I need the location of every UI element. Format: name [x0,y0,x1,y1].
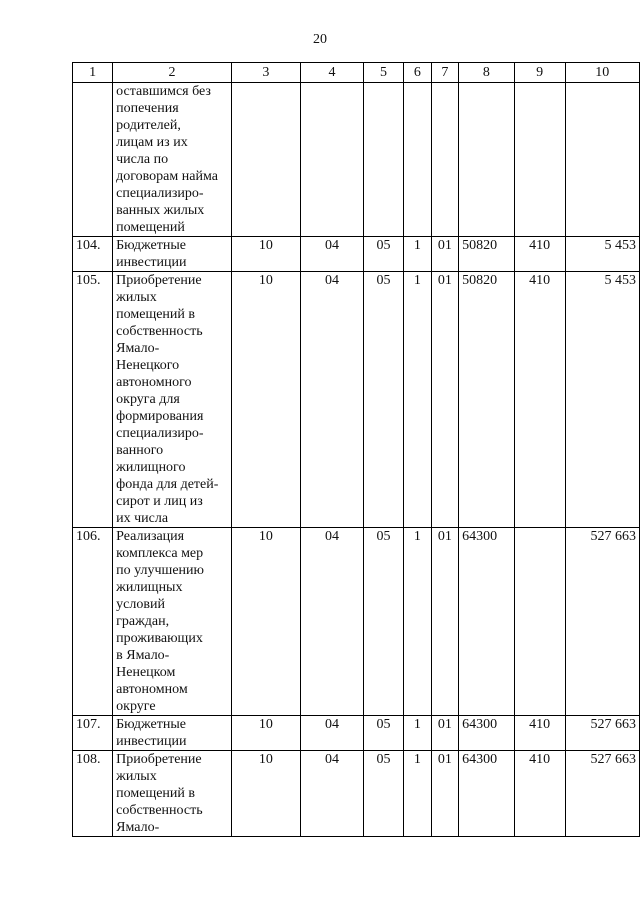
cell-col9 [514,83,565,237]
cell-col5: 05 [363,716,403,751]
row-name: Бюджетные инвестиции [113,237,232,272]
cell-col4 [301,83,364,237]
cell-col4: 04 [301,751,364,837]
cell-col3 [231,83,300,237]
row-name: Приобретение жилых помещений в собственность Ямало- Ненецкого автономного округа для формирования специализиро- ванного жилищного фонда для детей- сирот и лиц из их числа [113,272,232,528]
column-header: 5 [363,63,403,83]
table-row [73,716,640,751]
cell-col7: 01 [431,272,458,528]
cell-col9 [514,528,565,716]
page-number: 20 [313,32,327,47]
row-name: Реализация комплекса мер по улучшению жилищных условий граждан, проживающих в Ямало- Ненецком автономном округе [113,528,232,716]
cell-col8: 64300 [459,716,515,751]
row-number: 107. [73,716,113,751]
column-header: 6 [404,63,432,83]
row-number: 108. [73,751,113,837]
cell-col3: 10 [231,716,300,751]
cell-col8 [459,83,515,237]
table-row [73,83,640,237]
cell-col5: 05 [363,751,403,837]
table-row [73,237,640,272]
row-name: оставшимся без попечения родителей, лицам из их числа по договорам найма специализиро- ванных жилых помещений [113,83,232,237]
cell-col7: 01 [431,716,458,751]
cell-col9: 410 [514,237,565,272]
column-header: 2 [113,63,232,83]
cell-col10: 527 663 [565,716,640,751]
column-header: 10 [565,63,640,83]
cell-col3: 10 [231,751,300,837]
cell-col9: 410 [514,272,565,528]
row-number [73,83,113,237]
cell-col3: 10 [231,237,300,272]
column-header: 8 [459,63,515,83]
cell-col6: 1 [404,237,432,272]
cell-col4: 04 [301,237,364,272]
cell-col5: 05 [363,272,403,528]
column-header: 4 [301,63,364,83]
budget-table [72,62,640,837]
cell-col8: 64300 [459,528,515,716]
row-number: 105. [73,272,113,528]
cell-col10: 5 453 [565,237,640,272]
cell-col6: 1 [404,272,432,528]
cell-col8: 64300 [459,751,515,837]
table-row [73,528,640,716]
cell-col7: 01 [431,528,458,716]
cell-col7: 01 [431,237,458,272]
cell-col6: 1 [404,528,432,716]
cell-col4: 04 [301,528,364,716]
cell-col5 [363,83,403,237]
row-number: 106. [73,528,113,716]
cell-col6: 1 [404,716,432,751]
cell-col7 [431,83,458,237]
cell-col10: 527 663 [565,528,640,716]
cell-col3: 10 [231,272,300,528]
header-row [73,63,640,83]
cell-col8: 50820 [459,272,515,528]
row-name: Бюджетные инвестиции [113,716,232,751]
row-number: 104. [73,237,113,272]
cell-col9: 410 [514,751,565,837]
cell-col10: 5 453 [565,272,640,528]
cell-col9: 410 [514,716,565,751]
column-header: 3 [231,63,300,83]
table-row [73,751,640,837]
cell-col4: 04 [301,272,364,528]
column-header: 1 [73,63,113,83]
column-header: 7 [431,63,458,83]
cell-col5: 05 [363,528,403,716]
cell-col7: 01 [431,751,458,837]
cell-col10: 527 663 [565,751,640,837]
cell-col6 [404,83,432,237]
cell-col5: 05 [363,237,403,272]
cell-col6: 1 [404,751,432,837]
cell-col3: 10 [231,528,300,716]
cell-col10 [565,83,640,237]
column-header: 9 [514,63,565,83]
cell-col4: 04 [301,716,364,751]
table-row [73,272,640,528]
row-name: Приобретение жилых помещений в собственность Ямало- [113,751,232,837]
cell-col8: 50820 [459,237,515,272]
